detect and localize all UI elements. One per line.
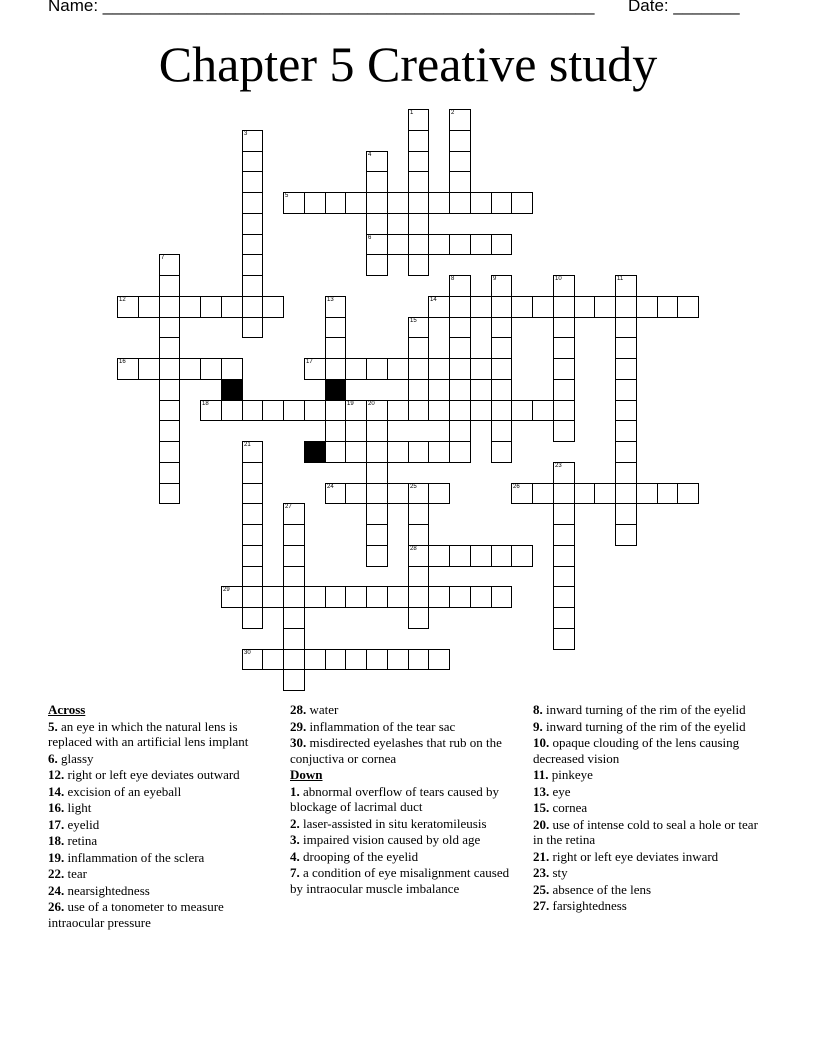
- crossword-cell[interactable]: [408, 130, 429, 152]
- crossword-cell[interactable]: [615, 358, 637, 380]
- crossword-cell[interactable]: [636, 296, 658, 318]
- page-title: Chapter 5 Creative study: [158, 36, 658, 92]
- crossword-cell[interactable]: [470, 192, 492, 214]
- crossword-cell[interactable]: [553, 358, 575, 380]
- crossword-cell[interactable]: [594, 483, 616, 504]
- crossword-cell[interactable]: [345, 192, 367, 214]
- crossword-cell[interactable]: [615, 441, 637, 463]
- clue-down-25: 25. absence of the lens: [533, 881, 652, 897]
- clue-number: 20: [368, 401, 375, 407]
- crossword-cell[interactable]: [553, 607, 575, 629]
- crossword-cell[interactable]: [304, 192, 326, 214]
- clue-across-28: 28. water: [290, 702, 339, 717]
- crossword-cell[interactable]: [200, 296, 222, 318]
- black-square: [304, 441, 326, 463]
- clue-down-3: 3. impaired vision caused by old age: [290, 832, 481, 847]
- crossword-cell[interactable]: [408, 213, 429, 235]
- crossword-cell[interactable]: [511, 296, 533, 318]
- crossword-cell[interactable]: [242, 151, 263, 172]
- crossword-cell[interactable]: [117, 296, 139, 318]
- clue-down-21: 21. right or left eye deviates inward: [533, 848, 719, 864]
- clue-across-17: 17. eyelid: [48, 816, 100, 832]
- crossword-cell[interactable]: [553, 400, 575, 421]
- crossword-cell[interactable]: [387, 192, 409, 214]
- clue-across-5: 5. an eye in which the natural lens is replaced with an artificial lens implant: [48, 718, 249, 749]
- clue-number: 22: [306, 442, 313, 448]
- crossword-cell[interactable]: [408, 566, 429, 587]
- crossword-cell[interactable]: [242, 566, 263, 587]
- crossword-cell[interactable]: [242, 483, 263, 504]
- crossword-cell[interactable]: [283, 628, 305, 650]
- clue-number: 26: [513, 484, 520, 490]
- crossword-cell[interactable]: [491, 296, 512, 318]
- crossword-cell[interactable]: [366, 192, 388, 214]
- clue-down-13: 13. eye: [533, 783, 571, 799]
- crossword-cell[interactable]: [553, 296, 575, 318]
- clue-number: 21: [244, 442, 251, 448]
- crossword-cell[interactable]: [387, 441, 409, 463]
- crossword-cell[interactable]: [449, 151, 471, 172]
- crossword-cell[interactable]: [262, 586, 284, 608]
- crossword-cell[interactable]: [325, 400, 346, 421]
- clue-down-15: 15. cornea: [533, 800, 588, 815]
- crossword-cell[interactable]: [366, 483, 388, 504]
- crossword-cell[interactable]: [242, 441, 263, 463]
- crossword-cell[interactable]: [242, 649, 263, 670]
- crossword-cell[interactable]: [325, 441, 346, 463]
- crossword-cell[interactable]: [532, 483, 554, 504]
- crossword-cell[interactable]: [221, 358, 243, 380]
- crossword-cell[interactable]: [366, 441, 388, 463]
- crossword-cell[interactable]: [159, 400, 180, 421]
- crossword-cell[interactable]: [553, 483, 575, 504]
- crossword-cell[interactable]: [304, 400, 326, 421]
- crossword-cell[interactable]: [428, 400, 450, 421]
- crossword-cell[interactable]: [615, 296, 637, 318]
- crossword-cell[interactable]: [491, 400, 512, 421]
- crossword-cell[interactable]: [304, 358, 326, 380]
- crossword-cell[interactable]: [428, 296, 450, 318]
- crossword-cell[interactable]: [221, 586, 243, 608]
- crossword-cell[interactable]: [408, 234, 429, 255]
- crossword-cell[interactable]: [366, 420, 388, 442]
- crossword-cell[interactable]: [366, 649, 388, 670]
- crossword-cell[interactable]: [242, 296, 263, 318]
- clue-number: 10: [555, 276, 562, 282]
- crossword-cell[interactable]: [366, 234, 388, 255]
- crossword-cell[interactable]: [387, 400, 409, 421]
- crossword-cell[interactable]: [491, 234, 512, 255]
- clue-number: 24: [327, 484, 334, 490]
- crossword-cell[interactable]: [449, 275, 471, 297]
- clue-across-29: 29. inflammation of the tear sac: [290, 718, 456, 734]
- crossword-cell[interactable]: [408, 607, 429, 629]
- clue-number: 8: [451, 276, 455, 282]
- crossword-cell[interactable]: [345, 586, 367, 608]
- crossword-cell[interactable]: [242, 192, 263, 214]
- crossword-cell[interactable]: [408, 483, 429, 504]
- clue-number: 16: [119, 359, 126, 365]
- crossword-cell[interactable]: [304, 649, 326, 670]
- clue-down-4: 4. drooping of the eyelid: [290, 848, 419, 864]
- date-field[interactable]: Date: _______: [628, 0, 740, 15]
- clue-across-30: 30. misdirected eyelashes that rub on the conjuctiva or cornea: [290, 735, 502, 766]
- crossword-cell[interactable]: [428, 649, 450, 670]
- crossword-cell[interactable]: [159, 275, 180, 297]
- crossword-cell[interactable]: [491, 586, 512, 608]
- crossword-cell[interactable]: [511, 483, 533, 504]
- crossword-cell[interactable]: [345, 358, 367, 380]
- crossword-cell[interactable]: [449, 545, 471, 567]
- crossword-cell[interactable]: [200, 400, 222, 421]
- crossword-cell[interactable]: [262, 296, 284, 318]
- crossword-cell[interactable]: [428, 586, 450, 608]
- crossword-cell[interactable]: [408, 400, 429, 421]
- crossword-cell[interactable]: [283, 607, 305, 629]
- crossword-cell[interactable]: [408, 524, 429, 546]
- clue-across-24: 24. nearsightedness: [48, 882, 150, 898]
- crossword-cell[interactable]: [387, 649, 409, 670]
- crossword-cell[interactable]: [470, 234, 492, 255]
- crossword-cell[interactable]: [325, 192, 346, 214]
- crossword-cell[interactable]: [532, 296, 554, 318]
- clue-across-6: 6. glassy: [48, 750, 94, 766]
- clue-number: 6: [368, 235, 372, 241]
- clue-down-7: 7. a condition of eye misalignment caused by intraocular muscle imbalance: [290, 865, 510, 896]
- crossword-cell[interactable]: [449, 109, 471, 131]
- crossword-cell[interactable]: [428, 192, 450, 214]
- crossword-cell[interactable]: [200, 358, 222, 380]
- clue-number: 11: [617, 276, 624, 282]
- crossword-cell[interactable]: [325, 337, 346, 359]
- crossword-cell[interactable]: [283, 586, 305, 608]
- crossword-cell[interactable]: [345, 400, 367, 421]
- clue-across-26: 26. use of a tonometer to measure intraocular pressure: [48, 899, 224, 930]
- crossword-cell[interactable]: [366, 213, 388, 235]
- crossword-cell[interactable]: [159, 254, 180, 276]
- crossword-cell[interactable]: [283, 669, 305, 691]
- crossword-cell[interactable]: [408, 151, 429, 172]
- crossword-cell[interactable]: [449, 358, 471, 380]
- crossword-cell[interactable]: [553, 275, 575, 297]
- clue-number: 25: [410, 484, 417, 490]
- crossword-cell[interactable]: [242, 171, 263, 193]
- crossword-cell[interactable]: [408, 358, 429, 380]
- crossword-cell[interactable]: [159, 441, 180, 463]
- crossword-cell[interactable]: [449, 192, 471, 214]
- crossword-cell[interactable]: [408, 337, 429, 359]
- crossword-cell[interactable]: [615, 524, 637, 546]
- name-field[interactable]: Name: ____________________________________________________: [48, 0, 595, 15]
- crossword-cell[interactable]: [449, 337, 471, 359]
- crossword-cell[interactable]: [470, 586, 492, 608]
- crossword-cell[interactable]: [553, 586, 575, 608]
- crossword-cell[interactable]: [283, 649, 305, 670]
- crossword-cell[interactable]: [408, 171, 429, 193]
- crossword-cell[interactable]: [138, 296, 160, 318]
- crossword-cell[interactable]: [366, 254, 388, 276]
- crossword-cell[interactable]: [428, 441, 450, 463]
- crossword-cell[interactable]: [221, 296, 243, 318]
- crossword-cell[interactable]: [594, 296, 616, 318]
- crossword-cell[interactable]: [366, 586, 388, 608]
- crossword-cell[interactable]: [408, 441, 429, 463]
- clue-number: 17: [306, 359, 313, 365]
- crossword-cell[interactable]: [491, 337, 512, 359]
- crossword-cell[interactable]: [138, 358, 160, 380]
- crossword-cell[interactable]: [408, 586, 429, 608]
- crossword-cell[interactable]: [408, 379, 429, 401]
- down-heading: Down: [290, 767, 323, 782]
- crossword-cell[interactable]: [242, 254, 263, 276]
- crossword-cell[interactable]: [366, 151, 388, 172]
- crossword-cell[interactable]: [615, 317, 637, 338]
- crossword-cell[interactable]: [408, 503, 429, 525]
- crossword-cell[interactable]: [242, 586, 263, 608]
- crossword-cell[interactable]: [242, 234, 263, 255]
- crossword-cell[interactable]: [283, 192, 305, 214]
- crossword-cell[interactable]: [283, 524, 305, 546]
- crossword-cell[interactable]: [615, 275, 637, 297]
- crossword-cell[interactable]: [615, 503, 637, 525]
- black-square: [325, 379, 346, 401]
- crossword-cell[interactable]: [262, 649, 284, 670]
- crossword-cell[interactable]: [242, 400, 263, 421]
- crossword-cell[interactable]: [242, 213, 263, 235]
- clue-down-9: 9. inward turning of the rim of the eyelid: [533, 718, 746, 734]
- crossword-cell[interactable]: [408, 649, 429, 670]
- clue-column-2: [290, 702, 516, 897]
- crossword-cell[interactable]: [553, 420, 575, 442]
- clue-number: 27: [285, 504, 292, 510]
- clue-down-10: 10. opaque clouding of the lens causing decreased vision: [533, 735, 740, 766]
- crossword-cell[interactable]: [428, 483, 450, 504]
- crossword-cell[interactable]: [615, 337, 637, 359]
- crossword-cell[interactable]: [325, 296, 346, 318]
- crossword-cell[interactable]: [408, 109, 429, 131]
- crossword-cell[interactable]: [366, 545, 388, 567]
- crossword-cell[interactable]: [283, 566, 305, 587]
- crossword-cell[interactable]: [491, 441, 512, 463]
- crossword-cell[interactable]: [470, 400, 492, 421]
- clue-number: 29: [223, 587, 230, 593]
- crossword-cell[interactable]: [159, 462, 180, 484]
- crossword-cell[interactable]: [387, 586, 409, 608]
- crossword-cell[interactable]: [242, 503, 263, 525]
- crossword-cell[interactable]: [179, 358, 201, 380]
- crossword-cell[interactable]: [366, 524, 388, 546]
- crossword-cell[interactable]: [159, 420, 180, 442]
- crossword-cell[interactable]: [387, 234, 409, 255]
- crossword-cell[interactable]: [553, 545, 575, 567]
- clue-across-18: 18. retina: [48, 833, 98, 848]
- crossword-cell[interactable]: [553, 379, 575, 401]
- clue-down-11: 11. pinkeye: [533, 767, 593, 782]
- crossword-cell[interactable]: [677, 296, 699, 318]
- crossword-cell[interactable]: [387, 358, 409, 380]
- crossword-cell[interactable]: [636, 483, 658, 504]
- crossword-cell[interactable]: [491, 192, 512, 214]
- crossword-cell[interactable]: [511, 545, 533, 567]
- crossword-cell[interactable]: [345, 441, 367, 463]
- crossword-cell[interactable]: [283, 545, 305, 567]
- crossword-cell[interactable]: [345, 649, 367, 670]
- crossword-cell[interactable]: [428, 358, 450, 380]
- crossword-cell[interactable]: [262, 400, 284, 421]
- crossword-cell[interactable]: [574, 296, 595, 318]
- crossword-cell[interactable]: [366, 358, 388, 380]
- crossword-cell[interactable]: [159, 296, 180, 318]
- clue-number: 3: [244, 131, 248, 137]
- crossword-cell[interactable]: [449, 317, 471, 338]
- crossword-cell[interactable]: [366, 171, 388, 193]
- crossword-cell[interactable]: [449, 379, 471, 401]
- crossword-cell[interactable]: [449, 400, 471, 421]
- crossword-cell[interactable]: [117, 358, 139, 380]
- crossword-cell[interactable]: [366, 503, 388, 525]
- clue-number: 2: [451, 110, 455, 116]
- clue-number: 7: [161, 255, 165, 261]
- clue-number: 23: [555, 463, 562, 469]
- clue-number: 5: [285, 193, 289, 199]
- clue-down-20: 20. use of intense cold to seal a hole or tear in the retina: [533, 816, 758, 847]
- clue-column-3: [533, 702, 758, 915]
- crossword-cell[interactable]: [283, 400, 305, 421]
- clue-across-14: 14. excision of an eyeball: [48, 783, 182, 799]
- crossword-cell[interactable]: [615, 462, 637, 484]
- clue-number: 13: [327, 297, 334, 303]
- crossword-cell[interactable]: [553, 317, 575, 338]
- header: [48, 0, 768, 20]
- crossword-cell[interactable]: [615, 483, 637, 504]
- crossword-cell[interactable]: [366, 462, 388, 484]
- crossword-cell[interactable]: [325, 317, 346, 338]
- crossword-cell[interactable]: [449, 420, 471, 442]
- clue-down-23: 23. sty: [533, 865, 568, 880]
- crossword-cell[interactable]: [491, 545, 512, 567]
- crossword-cell[interactable]: [221, 400, 243, 421]
- crossword-cell[interactable]: [159, 337, 180, 359]
- crossword-cell[interactable]: [491, 420, 512, 442]
- clue-down-1: 1. abnormal overflow of tears caused by blockage of lacrimal duct: [290, 783, 500, 814]
- clue-number: 28: [410, 546, 417, 552]
- crossword-cell[interactable]: [677, 483, 699, 504]
- crossword-cell[interactable]: [470, 358, 492, 380]
- clue-number: 4: [368, 152, 372, 158]
- clue-number: 15: [410, 318, 417, 324]
- crossword-cell[interactable]: [159, 317, 180, 338]
- crossword-cell[interactable]: [449, 586, 471, 608]
- crossword-cell[interactable]: [553, 503, 575, 525]
- across-heading: Across: [48, 702, 86, 717]
- clue-down-27: 27. farsightedness: [533, 898, 627, 913]
- crossword-cell[interactable]: [491, 379, 512, 401]
- crossword-cell[interactable]: [242, 462, 263, 484]
- crossword-cell[interactable]: [553, 462, 575, 484]
- clue-number: 1: [410, 110, 414, 116]
- crossword-cell[interactable]: [511, 192, 533, 214]
- crossword-cell[interactable]: [159, 483, 180, 504]
- crossword-cell[interactable]: [387, 483, 409, 504]
- clue-down-2: 2. laser-assisted in situ keratomileusis: [290, 815, 487, 831]
- crossword-cell[interactable]: [408, 545, 429, 567]
- crossword-cell[interactable]: [242, 524, 263, 546]
- clue-across-12: 12. right or left eye deviates outward: [48, 767, 240, 782]
- crossword-cell[interactable]: [615, 420, 637, 442]
- crossword-cell[interactable]: [159, 358, 180, 380]
- clue-number: 30: [244, 650, 251, 656]
- crossword-cell[interactable]: [242, 275, 263, 297]
- crossword-cell[interactable]: [449, 234, 471, 255]
- crossword-cell[interactable]: [325, 420, 346, 442]
- crossword-cell[interactable]: [325, 649, 346, 670]
- crossword-cell[interactable]: [491, 358, 512, 380]
- crossword-cell[interactable]: [449, 130, 471, 152]
- crossword-cell[interactable]: [470, 545, 492, 567]
- clue-across-22: 22. tear: [48, 866, 87, 881]
- crossword-cell[interactable]: [553, 337, 575, 359]
- clue-number: 14: [430, 297, 437, 303]
- crossword-cell[interactable]: [491, 317, 512, 338]
- crossword-cell[interactable]: [242, 545, 263, 567]
- crossword-cell[interactable]: [242, 130, 263, 152]
- crossword-cell[interactable]: [511, 400, 533, 421]
- crossword-cell[interactable]: [449, 296, 471, 318]
- crossword-cell[interactable]: [553, 524, 575, 546]
- clue-number: 9: [493, 276, 497, 282]
- crossword-cell[interactable]: [325, 358, 346, 380]
- crossword-cell[interactable]: [408, 254, 429, 276]
- clue-number: 18: [202, 401, 209, 407]
- crossword-cell[interactable]: [408, 192, 429, 214]
- crossword-cell[interactable]: [408, 317, 429, 338]
- crossword-cell[interactable]: [159, 379, 180, 401]
- clue-column-1: [48, 702, 274, 931]
- crossword-cell[interactable]: [491, 275, 512, 297]
- crossword-cell[interactable]: [242, 317, 263, 338]
- clue-down-8: 8. inward turning of the rim of the eyelid: [533, 702, 746, 717]
- clue-across-19: 19. inflammation of the sclera: [48, 849, 205, 865]
- black-square: [221, 379, 243, 401]
- crossword-cell[interactable]: [470, 296, 492, 318]
- crossword-cell[interactable]: [428, 545, 450, 567]
- crossword-cell[interactable]: [553, 628, 575, 650]
- clue-number: 19: [347, 401, 354, 407]
- clue-number: 12: [119, 297, 126, 303]
- crossword-cell[interactable]: [242, 607, 263, 629]
- crossword-cell[interactable]: [449, 171, 471, 193]
- crossword-cell[interactable]: [304, 586, 326, 608]
- crossword-cell[interactable]: [449, 441, 471, 463]
- crossword-cell[interactable]: [615, 379, 637, 401]
- crossword-cell[interactable]: [574, 483, 595, 504]
- crossword-cell[interactable]: [532, 400, 554, 421]
- crossword-cell[interactable]: [345, 483, 367, 504]
- crossword-cell[interactable]: [553, 566, 575, 587]
- crossword-cell[interactable]: [325, 586, 346, 608]
- crossword-cell[interactable]: [615, 400, 637, 421]
- crossword-cell[interactable]: [325, 483, 346, 504]
- crossword-cell[interactable]: [283, 503, 305, 525]
- crossword-cell[interactable]: [657, 296, 678, 318]
- crossword-cell[interactable]: [428, 234, 450, 255]
- crossword-cell[interactable]: [179, 296, 201, 318]
- crossword-cell[interactable]: [366, 400, 388, 421]
- clue-across-16: 16. light: [48, 800, 92, 815]
- crossword-cell[interactable]: [657, 483, 678, 504]
